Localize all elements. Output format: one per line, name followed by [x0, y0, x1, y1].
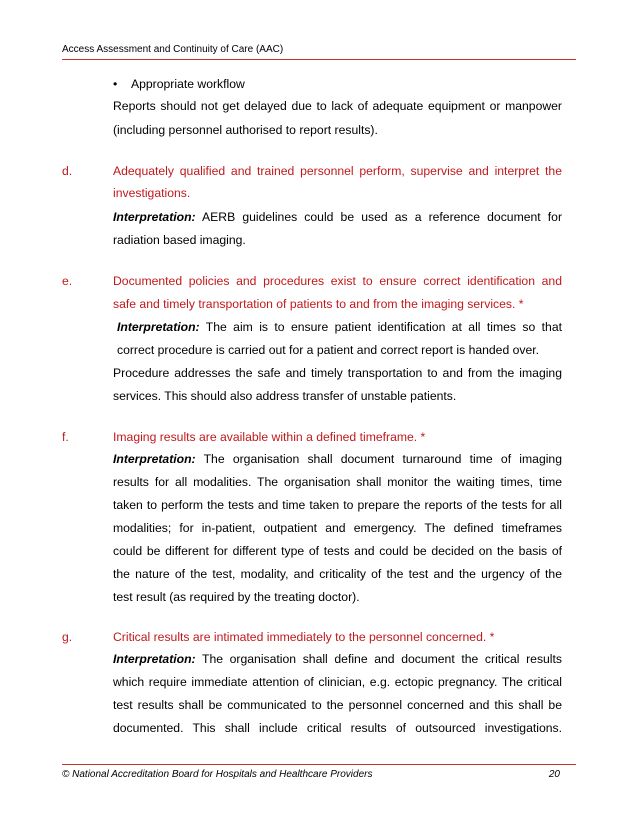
item-marker-d: d. — [62, 164, 73, 178]
intro-line: Reports should not get delayed due to lack of adequate equipment or manpower — [113, 99, 562, 113]
bullet-item: • Appropriate workflow — [113, 73, 245, 96]
interpretation-g: Interpretation: The organisation shall define and document the critical results — [113, 652, 562, 666]
interpretation-d: Interpretation: AERB guidelines could be used as a reference document for — [113, 210, 562, 224]
interpretation-label: Interpretation: — [113, 652, 196, 666]
standard-g-line: Critical results are intimated immediately to the personnel concerned. * — [113, 630, 495, 644]
interpretation-f-line: test result (as required by the treating doctor). — [113, 590, 360, 604]
interpretation-label: Interpretation: — [113, 452, 196, 466]
page-number: 20 — [548, 769, 560, 780]
standard-e-line: safe and timely transportation of patients to and from the imaging services. * — [113, 297, 524, 311]
interpretation-e-line: Procedure addresses the safe and timely transportation to and from the imaging — [113, 366, 562, 380]
interpretation-g-line: which require immediate attention of clinician, e.g. ectopic pregnancy. The critical — [113, 675, 562, 689]
interpretation-label: Interpretation: — [117, 320, 200, 334]
standard-d-line: investigations. — [113, 186, 191, 200]
interpretation-label: Interpretation: — [113, 210, 196, 224]
intro-line: (including personnel authorised to report results). — [113, 123, 378, 137]
interpretation-f-line: the nature of the test, modality, and criticality of the test and the urgency of the — [113, 567, 562, 581]
bullet-icon: • — [113, 77, 118, 91]
interpretation-g-line: documented. This shall include critical results of outsourced investigations. — [113, 721, 562, 735]
item-marker-g: g. — [62, 630, 73, 644]
footer-credit: © National Accreditation Board for Hospitals and Healthcare Providers — [62, 769, 373, 780]
interpretation-f-line: results for all modalities. The organisation shall monitor the waiting times, time — [113, 475, 562, 489]
footer-rule — [62, 764, 576, 765]
interpretation-f-line: modalities; for in-patient, outpatient and emergency. The defined timeframes — [113, 521, 562, 535]
standard-d-line: Adequately qualified and trained personnel perform, supervise and interpret the — [113, 164, 562, 178]
item-marker-e: e. — [62, 274, 73, 288]
running-footer — [62, 769, 576, 781]
item-marker-f: f. — [62, 430, 69, 444]
interpretation-d-line: radiation based imaging. — [113, 233, 246, 247]
interpretation-e-line: correct procedure is carried out for a patient and correct report is handed over. — [117, 343, 540, 357]
interpretation-f-line: taken to perform the tests and time taken to prepare the reports of the tests for all — [113, 498, 562, 512]
interpretation-e-line: services. This should also address transfer of unstable patients. — [113, 389, 457, 403]
header-rule — [62, 59, 576, 60]
interpretation-f: Interpretation: The organisation shall document turnaround time of imaging — [113, 452, 562, 466]
running-header: Access Assessment and Continuity of Care (AAC) — [62, 44, 284, 55]
standard-f-line: Imaging results are available within a defined timeframe. * — [113, 430, 426, 444]
interpretation-f-line: could be different for different type of tests and could be decided on the basis of — [113, 544, 562, 558]
interpretation-e: Interpretation: The aim is to ensure patient identification at all times so that — [117, 320, 562, 334]
standard-e-line: Documented policies and procedures exist to ensure correct identification and — [113, 274, 562, 288]
interpretation-g-line: test results shall be communicated to the personnel concerned and this shall be — [113, 698, 562, 712]
